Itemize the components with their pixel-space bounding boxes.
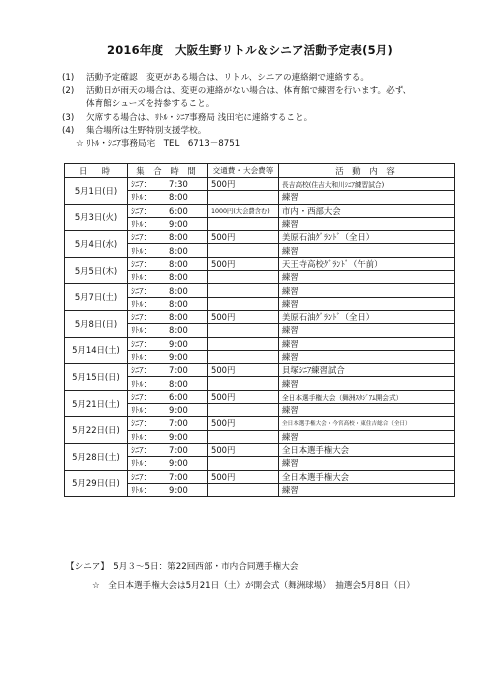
little-label: ﾘﾄﾙ： — [131, 325, 152, 336]
note-number: (2) — [62, 86, 75, 97]
table-row — [65, 178, 455, 191]
senior-time-value: 7:00 — [169, 365, 188, 376]
table-row — [65, 470, 455, 483]
senior-label: ｼﾆｱ： — [131, 285, 152, 296]
little-time — [128, 457, 208, 470]
little-time-value: 9:00 — [169, 484, 188, 495]
senior-fee — [208, 337, 279, 350]
note-text: 活動予定確認 変更がある場合は、リトル、シニアの連絡網で連絡する。 — [86, 73, 369, 83]
little-activity: 練習 — [279, 324, 455, 337]
senior-activity: 練習 — [279, 284, 455, 297]
senior-time — [128, 231, 208, 244]
senior-time — [128, 284, 208, 297]
senior-label: ｼﾆｱ： — [131, 418, 152, 429]
senior-time-value: 7:00 — [169, 418, 188, 429]
table-row — [65, 337, 455, 350]
senior-label: ｼﾆｱ： — [131, 391, 152, 402]
senior-label: ｼﾆｱ： — [131, 258, 152, 269]
senior-time-value: 8:00 — [169, 285, 188, 296]
senior-fee: 500円 — [208, 390, 279, 403]
row-date: 5月29日(日) — [65, 470, 128, 497]
notes-list — [62, 72, 411, 151]
senior-time-value: 9:00 — [169, 338, 188, 349]
little-label: ﾘﾄﾙ： — [131, 245, 152, 256]
senior-label: ｼﾆｱ： — [131, 232, 152, 243]
little-fee — [208, 297, 279, 310]
little-time-value: 8:00 — [169, 272, 188, 283]
senior-time-value: 6:00 — [169, 391, 188, 402]
senior-label: ｼﾆｱ： — [131, 312, 152, 323]
senior-label: ｼﾆｱ： — [131, 445, 152, 456]
senior-label: ｼﾆｱ： — [131, 365, 152, 376]
row-date: 5月7日(土) — [65, 284, 128, 311]
little-fee — [208, 377, 279, 390]
senior-label: ｼﾆｱ： — [131, 338, 152, 349]
senior-fee: 500円 — [208, 470, 279, 483]
row-date: 5月3日(火) — [65, 204, 128, 231]
table-row — [65, 284, 455, 297]
little-time — [128, 244, 208, 257]
senior-fee: 500円 — [208, 231, 279, 244]
note-item — [62, 112, 411, 125]
little-time-value: 9:00 — [169, 458, 188, 469]
row-date: 5月21日(土) — [65, 390, 128, 417]
header-date: 日 時 — [65, 164, 128, 178]
little-activity: 練習 — [279, 457, 455, 470]
note-item — [62, 72, 411, 85]
row-date: 5月4日(水) — [65, 231, 128, 258]
row-date: 5月5日(木) — [65, 257, 128, 284]
table-row — [65, 204, 455, 217]
row-date: 5月28日(土) — [65, 443, 128, 470]
little-label: ﾘﾄﾙ： — [131, 272, 152, 283]
senior-activity: 美原石油ｸﾞﾗﾝﾄﾞ（全日） — [279, 231, 455, 244]
little-activity: 練習 — [279, 244, 455, 257]
senior-time-value: 7:00 — [169, 445, 188, 456]
senior-time-value: 8:00 — [169, 232, 188, 243]
senior-activity: 全日本選手権大会・今宮高校・東住吉総合（全日） — [279, 417, 455, 430]
senior-time — [128, 443, 208, 456]
little-time — [128, 324, 208, 337]
senior-time — [128, 310, 208, 323]
header-time: 集 合 時 間 — [128, 164, 208, 178]
note-item — [62, 85, 411, 98]
senior-label: ｼﾆｱ： — [131, 205, 152, 216]
senior-label: ｼﾆｱ： — [131, 179, 152, 190]
little-time — [128, 377, 208, 390]
row-date: 5月1日(日) — [65, 178, 128, 205]
footer-notes — [66, 558, 415, 596]
little-label: ﾘﾄﾙ： — [131, 405, 152, 416]
table-row — [65, 443, 455, 456]
footer-line-championship: ☆ 全日本選手権大会は5月21日（土）が開会式（舞洲球場） 抽選会5月8日（日） — [92, 581, 415, 591]
little-activity: 練習 — [279, 377, 455, 390]
senior-time-value: 7:00 — [169, 471, 188, 482]
senior-time-value: 8:00 — [169, 312, 188, 323]
schedule-body — [65, 178, 455, 497]
little-time-value: 8:00 — [169, 192, 188, 203]
senior-fee: 500円 — [208, 443, 279, 456]
little-label: ﾘﾄﾙ： — [131, 431, 152, 442]
note-text: 体育館シューズを持参すること。 — [86, 99, 215, 110]
senior-fee: 500円 — [208, 417, 279, 430]
senior-time — [128, 417, 208, 430]
little-label: ﾘﾄﾙ： — [131, 192, 152, 203]
page-title: 2016年度 大阪生野リトル＆シニア活動予定表(5月) — [107, 43, 393, 57]
row-date: 5月22日(日) — [65, 417, 128, 444]
senior-time — [128, 470, 208, 483]
note-item — [62, 98, 411, 111]
little-activity: 練習 — [279, 404, 455, 417]
little-activity: 練習 — [279, 430, 455, 443]
little-time-value: 9:00 — [169, 431, 188, 442]
senior-fee: 1000円(大会費含む) — [208, 204, 279, 217]
row-date: 5月15日(日) — [65, 364, 128, 391]
little-time — [128, 483, 208, 496]
senior-time-value: 8:00 — [169, 258, 188, 269]
little-fee — [208, 217, 279, 230]
table-row — [65, 257, 455, 270]
little-activity: 練習 — [279, 191, 455, 204]
little-time-value: 9:00 — [169, 352, 188, 362]
little-label: ﾘﾄﾙ： — [131, 298, 152, 309]
senior-activity: 全日本選手権大会（舞洲ｽﾀｼﾞｱﾑ開会式） — [279, 390, 455, 403]
little-time — [128, 430, 208, 443]
little-activity: 練習 — [279, 217, 455, 230]
table-row — [65, 390, 455, 403]
note-number: (1) — [62, 73, 75, 83]
note-text: 集合場所は生野特別支援学校。 — [86, 125, 207, 136]
little-fee — [208, 483, 279, 496]
little-fee — [208, 271, 279, 284]
little-time — [128, 350, 208, 363]
little-time-value: 9:00 — [169, 219, 188, 230]
little-activity: 練習 — [279, 483, 455, 496]
table-row — [65, 310, 455, 323]
footer-line-senior: 【シニア】 5月３～5日：第22回西部・市内合同選手権大会 — [66, 562, 299, 572]
little-label: ﾘﾄﾙ： — [131, 378, 152, 389]
little-activity: 練習 — [279, 271, 455, 284]
note-number: (3) — [62, 112, 75, 123]
senior-activity: 練習 — [279, 337, 455, 350]
little-time — [128, 217, 208, 230]
little-time-value: 8:00 — [169, 298, 188, 309]
senior-time — [128, 337, 208, 350]
senior-time — [128, 178, 208, 191]
senior-activity: 全日本選手権大会 — [279, 470, 455, 483]
senior-activity: 長吉高校(住吉大和川ｼﾆｱ練習試合) — [279, 178, 455, 191]
senior-activity: 美原石油ｸﾞﾗﾝﾄﾞ（全日） — [279, 310, 455, 323]
contact-line: ☆ ﾘﾄﾙ・ｼﾆｱ事務局宅 TEL 6713－8751 — [76, 139, 241, 150]
header-activity: 活 動 内 容 — [279, 164, 455, 178]
little-fee — [208, 350, 279, 363]
little-fee — [208, 404, 279, 417]
senior-fee: 500円 — [208, 257, 279, 270]
note-text: 欠席する場合は、ﾘﾄﾙ・ｼﾆｱ事務局 浅田宅に連絡すること。 — [86, 112, 313, 123]
note-item — [62, 125, 411, 138]
senior-activity: 天王寺高校ｸﾞﾗﾝﾄﾞ（午前） — [279, 257, 455, 270]
senior-fee: 500円 — [208, 364, 279, 377]
note-number: (4) — [62, 125, 75, 136]
senior-activity: 全日本選手権大会 — [279, 443, 455, 456]
little-time — [128, 191, 208, 204]
table-row — [65, 231, 455, 244]
senior-time — [128, 390, 208, 403]
little-label: ﾘﾄﾙ： — [131, 219, 152, 230]
row-date: 5月8日(日) — [65, 310, 128, 337]
little-time — [128, 404, 208, 417]
little-activity: 練習 — [279, 350, 455, 363]
little-time-value: 8:00 — [169, 378, 188, 389]
senior-fee: 500円 — [208, 178, 279, 191]
little-fee — [208, 324, 279, 337]
senior-time — [128, 204, 208, 217]
senior-activity: 市内・西部大会 — [279, 204, 455, 217]
table-row — [65, 417, 455, 430]
senior-time-value: 7:30 — [169, 179, 188, 190]
little-time-value: 9:00 — [169, 405, 188, 416]
little-label: ﾘﾄﾙ： — [131, 352, 152, 362]
little-time-value: 8:00 — [169, 325, 188, 336]
little-time-value: 8:00 — [169, 245, 188, 256]
little-time — [128, 271, 208, 284]
table-header-row — [65, 164, 455, 178]
senior-fee — [208, 284, 279, 297]
little-fee — [208, 457, 279, 470]
senior-label: ｼﾆｱ： — [131, 471, 152, 482]
little-fee — [208, 244, 279, 257]
little-activity: 練習 — [279, 297, 455, 310]
row-date: 5月14日(土) — [65, 337, 128, 364]
little-time — [128, 297, 208, 310]
senior-activity: 貝塚ｼﾆｱ練習試合 — [279, 364, 455, 377]
senior-time — [128, 257, 208, 270]
table-row — [65, 364, 455, 377]
schedule-table — [64, 163, 455, 497]
header-fee: 交通費・大会費等 — [208, 164, 279, 178]
little-fee — [208, 430, 279, 443]
little-label: ﾘﾄﾙ： — [131, 458, 152, 469]
note-text: 活動日が雨天の場合は、変更の連絡がない場合は、体育館で練習を行います。必ず、 — [86, 86, 412, 97]
senior-time-value: 6:00 — [169, 205, 188, 216]
little-fee — [208, 191, 279, 204]
little-label: ﾘﾄﾙ： — [131, 484, 152, 495]
senior-fee: 500円 — [208, 310, 279, 323]
senior-time — [128, 364, 208, 377]
